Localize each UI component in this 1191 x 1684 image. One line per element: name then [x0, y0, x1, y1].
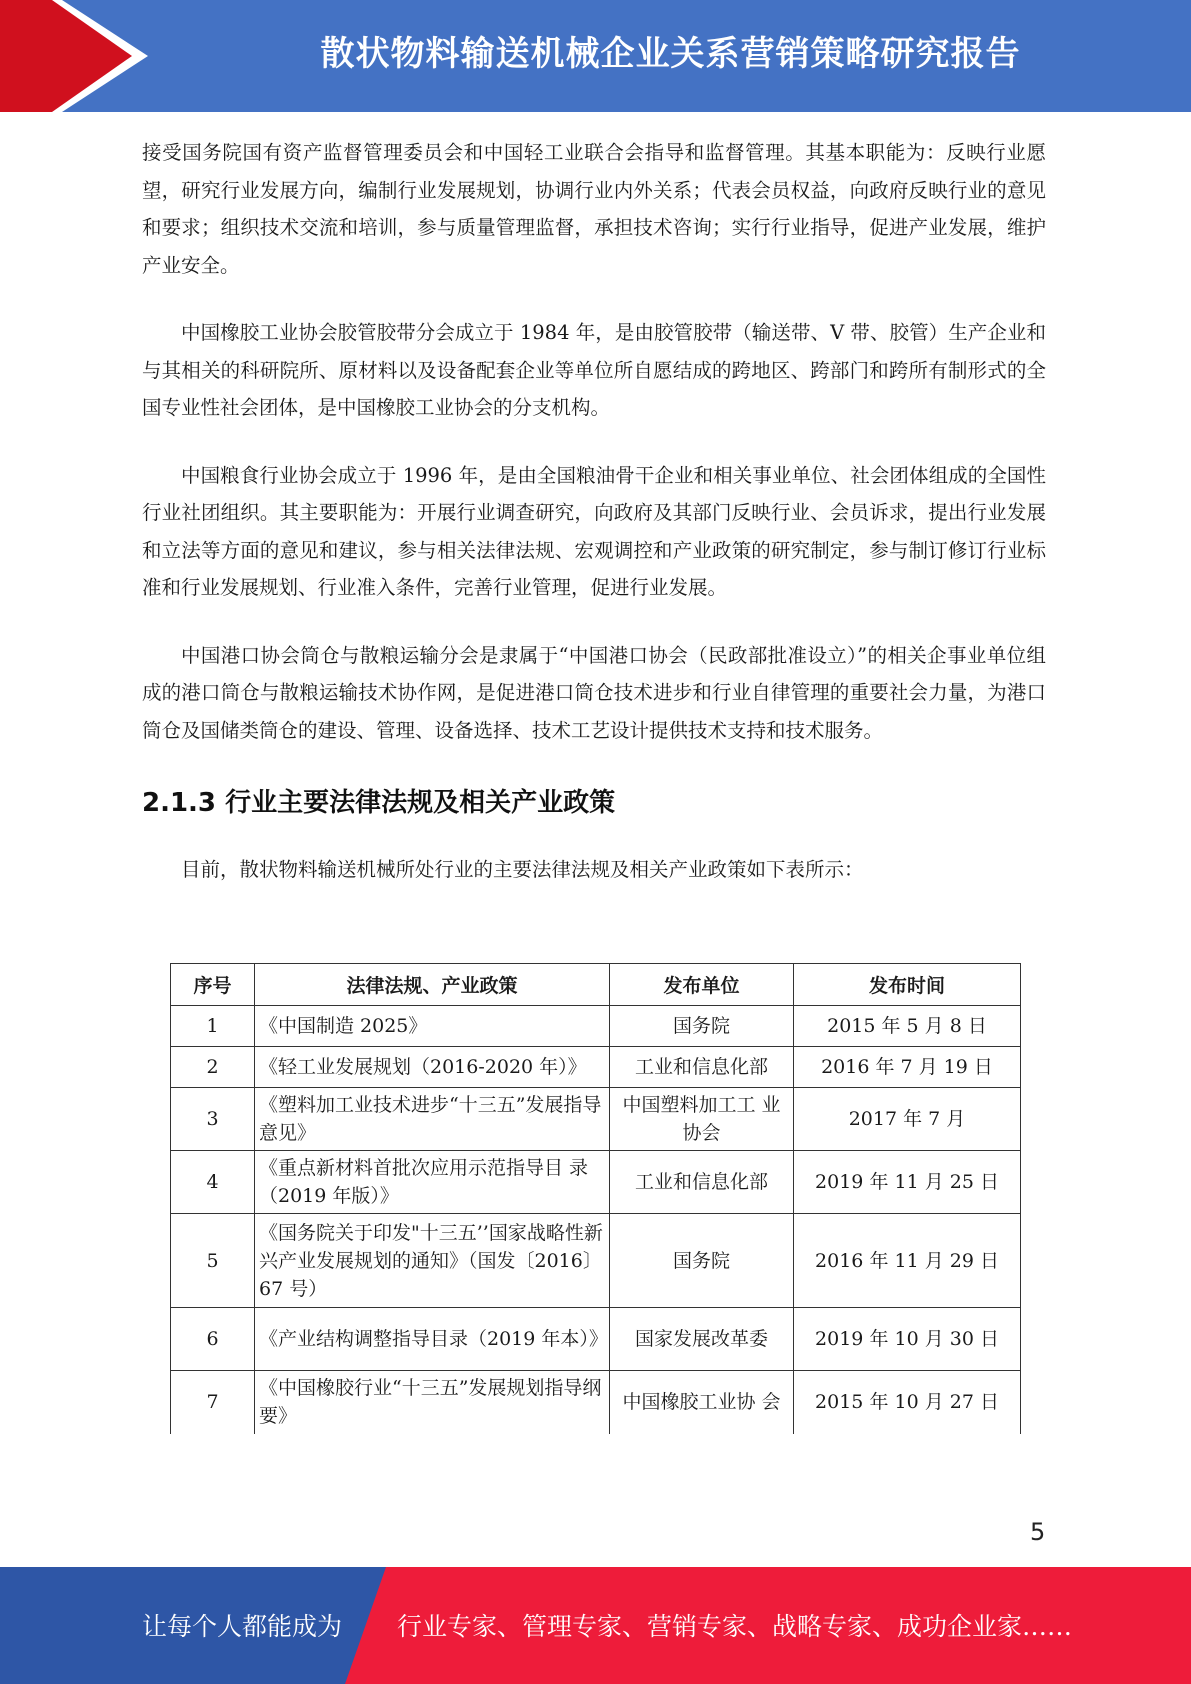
table-row	[171, 1371, 1021, 1434]
row-date: 2017 年 7 月	[794, 1088, 1021, 1151]
column-header-date: 发布时间	[794, 964, 1021, 1006]
row-policy: 《塑料加工业技术进步“十三五”发展指导意见》	[255, 1088, 610, 1151]
row-policy: 《轻工业发展规划（2016-2020 年）》	[255, 1047, 610, 1088]
row-index: 3	[171, 1088, 255, 1151]
row-issuer: 中国橡胶工业协 会	[610, 1371, 794, 1434]
row-index: 4	[171, 1151, 255, 1214]
column-header-policy: 法律法规、产业政策	[255, 964, 610, 1006]
row-policy: 《国务院关于印发"十三五’’国家战略性新兴产业发展规划的通知》（国发〔2016〕 67 号）	[255, 1214, 610, 1308]
report-title: 散状物料输送机械企业关系营销策略研究报告	[320, 34, 1021, 74]
table-row	[171, 1006, 1021, 1047]
row-index: 5	[171, 1214, 255, 1308]
table-row	[171, 1214, 1021, 1308]
header-arrow-graphic	[0, 0, 160, 112]
row-index: 7	[171, 1371, 255, 1434]
paragraph-3: 中国粮食行业协会成立于 1996 年，是由全国粮油骨干企业和相关事业单位、社会团体组成的全国性行业社团组织。其主要职能为：开展行业调查研究，向政府及其部门反映行业、会员诉求，提出行业发展和立法等方面的意见和建议，参与相关法律法规、宏观调控和产业政策的研究制定，参与制订修订行业标准和行业发展规划、行业准入条件，完善行业管理，促进行业发展。	[142, 463, 1046, 599]
row-issuer: 中国塑料加工工 业协会	[610, 1088, 794, 1151]
section-heading: 2.1.3 行业主要法律法规及相关产业政策	[142, 788, 616, 818]
paragraph-1: 接受国务院国有资产监督管理委员会和中国轻工业联合会指导和监督管理。其基本职能为：反映行业愿望，研究行业发展方向，编制行业发展规划，协调行业内外关系；代表会员权益，向政府反映行业的意见和要求；组织技术交流和培训，参与质量管理监督，承担技术咨询；实行行业指导，促进产业发展，维护产业安全。	[142, 141, 1046, 277]
row-date: 2016 年 7 月 19 日	[794, 1047, 1021, 1088]
section-intro: 目前，散状物料输送机械所处行业的主要法律法规及相关产业政策如下表所示：	[181, 858, 864, 881]
row-policy: 《中国橡胶行业“十三五”发展规划指导纲要》	[255, 1371, 610, 1434]
table-row	[171, 1047, 1021, 1088]
page-footer-banner	[0, 1567, 1191, 1684]
paragraph-4: 中国港口协会筒仓与散粮运输分会是隶属于“中国港口协会（民政部批准设立）”的相关企事业单位组成的港口筒仓与散粮运输技术协作网，是促进港口筒仓技术进步和行业自律管理的重要社会力量，为港口筒仓及国储类筒仓的建设、管理、设备选择、技术工艺设计提供技术支持和技术服务。	[142, 643, 1046, 742]
footer-slogan-right: 行业专家、管理专家、营销专家、战略专家、成功企业家……	[397, 1612, 1073, 1641]
page-number: 5	[1030, 1518, 1046, 1546]
column-header-index: 序号	[171, 964, 255, 1006]
row-issuer: 工业和信息化部	[610, 1047, 794, 1088]
table-row	[171, 1151, 1021, 1214]
row-date: 2019 年 11 月 25 日	[794, 1151, 1021, 1214]
row-date: 2015 年 5 月 8 日	[794, 1006, 1021, 1047]
table-row	[171, 1088, 1021, 1151]
main-content	[142, 134, 1046, 885]
row-date: 2015 年 10 月 27 日	[794, 1371, 1021, 1434]
row-date: 2016 年 11 月 29 日	[794, 1214, 1021, 1308]
row-policy: 《重点新材料首批次应用示范指导目 录（2019 年版）》	[255, 1151, 610, 1214]
paragraph-2: 中国橡胶工业协会胶管胶带分会成立于 1984 年，是由胶管胶带（输送带、V 带、胶管）生产企业和与其相关的科研院所、原材料以及设备配套企业等单位所自愿结成的跨地区、跨部门和跨所有制形式的全国专业性社会团体，是中国橡胶工业协会的分支机构。	[142, 321, 1046, 419]
table-row	[171, 1308, 1021, 1371]
table-header-row	[171, 964, 1021, 1006]
row-issuer: 工业和信息化部	[610, 1151, 794, 1214]
row-date: 2019 年 10 月 30 日	[794, 1308, 1021, 1371]
row-issuer: 国家发展改革委	[610, 1308, 794, 1371]
page-header-banner	[0, 0, 1191, 112]
row-policy: 《产业结构调整指导目录（2019 年本）》	[255, 1308, 610, 1371]
row-issuer: 国务院	[610, 1006, 794, 1047]
row-policy: 《中国制造 2025》	[255, 1006, 610, 1047]
row-index: 2	[171, 1047, 255, 1088]
footer-slogan-left: 让每个人都能成为	[142, 1612, 343, 1641]
policy-table	[170, 963, 1021, 1434]
column-header-issuer: 发布单位	[610, 964, 794, 1006]
row-index: 6	[171, 1308, 255, 1371]
row-index: 1	[171, 1006, 255, 1047]
row-issuer: 国务院	[610, 1214, 794, 1308]
